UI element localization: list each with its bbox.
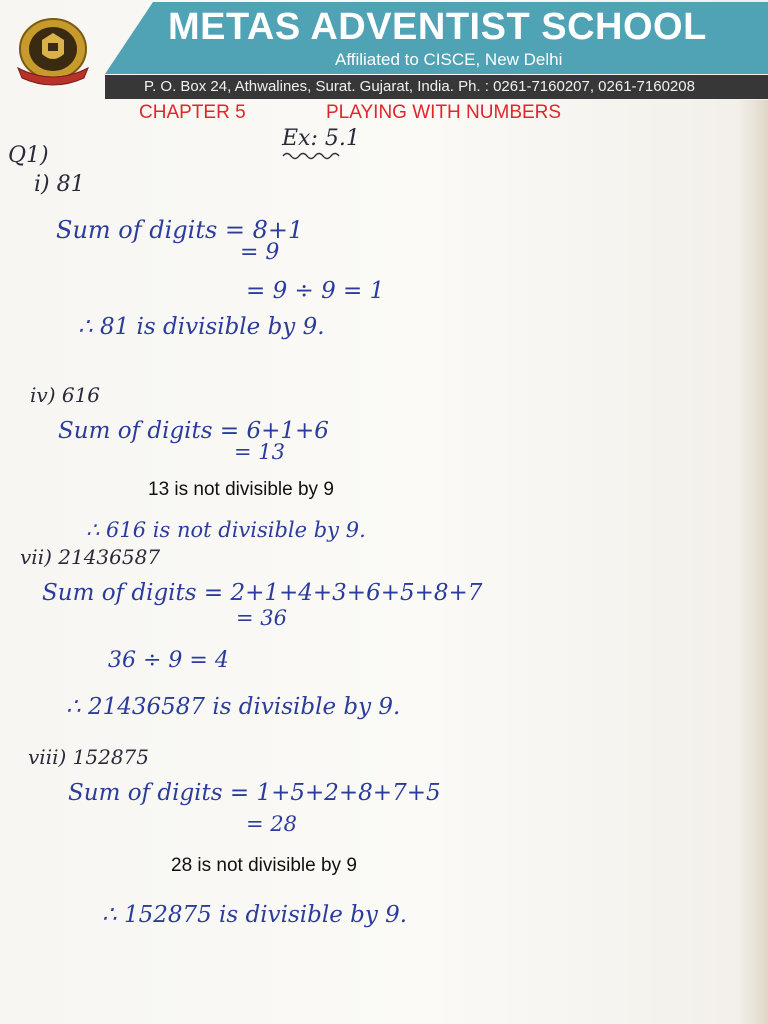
part-viii-sum-result: = 28 bbox=[246, 812, 297, 836]
part-i-division: = 9 ÷ 9 = 1 bbox=[246, 278, 385, 304]
part-vii-label: vii) 21436587 bbox=[20, 545, 161, 569]
part-viii-label: viii) 152875 bbox=[28, 745, 149, 769]
heading-underline bbox=[282, 150, 344, 160]
part-i-conclusion: ∴ 81 is divisible by 9. bbox=[78, 314, 325, 340]
part-vii-division: 36 ÷ 9 = 4 bbox=[108, 648, 229, 673]
part-vii-sum-result: = 36 bbox=[236, 606, 287, 630]
part-iv-label: iv) 616 bbox=[30, 383, 101, 407]
part-iv-typed-note: 13 is not divisible by 9 bbox=[148, 479, 334, 500]
part-i-label: i) 81 bbox=[34, 172, 85, 197]
page-edge-shadow bbox=[738, 100, 768, 1024]
question-label: Q1) bbox=[8, 143, 49, 168]
part-viii-conclusion: ∴ 152875 is divisible by 9. bbox=[102, 902, 408, 928]
chapter-number: CHAPTER 5 bbox=[139, 102, 246, 123]
part-viii-typed-note: 28 is not divisible by 9 bbox=[171, 855, 357, 876]
school-name: METAS ADVENTIST SCHOOL bbox=[168, 6, 707, 48]
part-iv-conclusion: ∴ 616 is not divisible by 9. bbox=[86, 518, 366, 542]
part-i-sum-result: = 9 bbox=[240, 240, 280, 265]
part-vii-sum-line: Sum of digits = 2+1+4+3+6+5+8+7 bbox=[42, 580, 483, 606]
exercise-heading: Ex: 5.1 bbox=[282, 126, 360, 151]
part-vii-conclusion: ∴ 21436587 is divisible by 9. bbox=[66, 694, 401, 720]
part-viii-sum-line: Sum of digits = 1+5+2+8+7+5 bbox=[68, 780, 441, 806]
affiliation-text: Affiliated to CISCE, New Delhi bbox=[335, 50, 563, 69]
address-text: P. O. Box 24, Athwalines, Surat. Gujarat, India. Ph. : 0261-7160207, 0261-7160208 bbox=[144, 78, 695, 95]
part-iv-sum-line: Sum of digits = 6+1+6 bbox=[58, 418, 329, 444]
chapter-title: PLAYING WITH NUMBERS bbox=[326, 102, 562, 123]
part-iv-sum-result: = 13 bbox=[234, 440, 285, 464]
school-crest-icon bbox=[12, 16, 94, 86]
part-i-sum-line: Sum of digits = 8+1 bbox=[56, 216, 304, 244]
